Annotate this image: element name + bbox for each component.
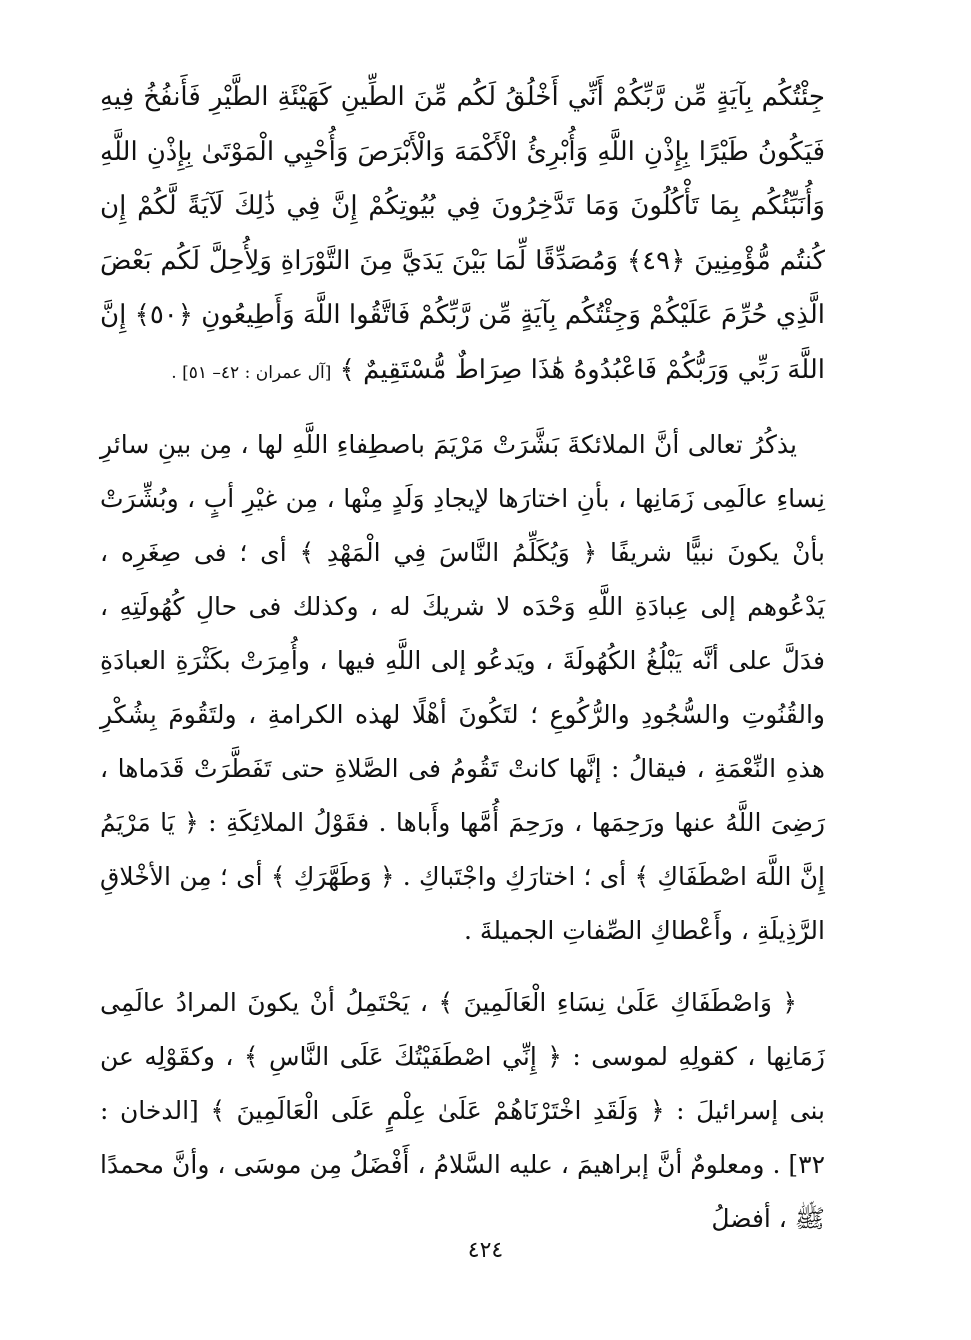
commentary-paragraph: ﴿ وَاصْطَفَاكِ عَلَىٰ نِسَاءِ الْعَالَمِينَ ﴾ ، يَحْتَمِلُ أنْ يكونَ المرادُ عالَمِى زَمَانِها ، كقولِهِ لموسى : ﴿ إِنِّي اصْطَفَيْتُكَ عَلَى النَّاسِ ﴾ ، وكقَوْلِه عن بنى إسرائيلَ : ﴿ وَلَقَدِ اخْتَرْنَاهُمْ عَلَىٰ عِلْمٍ عَلَى الْعَالَمِينَ ﴾ [الدخان : ٣٢] . ومعلومٌ أنَّ إبراهيمَ ، عليه السَّلامُ ، أَفْضَلُ مِن موسَى ، وأنَّ محمدًا ﷺ ، أفضلُ — [100, 988, 825, 1233]
quran-passage — [100, 70, 825, 400]
commentary-paragraph: يذكُرُ تعالى أنَّ الملائكةَ بَشَّرَتْ مَرْيَمَ باصطِفاءِ اللَّهِ لها ، مِن بينِ سائرِ نِساءِ عالَمِى زَمَانِها ، بأنِ اختارَها لإيجادِ وَلَدٍ مِنْها ، مِن غيْرِ أبٍ ، وبُشِّرَتْ بأنْ يكونَ نبيًّا شريفًا ﴿ وَيُكَلِّمُ النَّاسَ فِي الْمَهْدِ ﴾ أى ؛ فى صِغَرِه ، يَدْعُوهم إلى عِبادَةِ اللَّهِ وَحْدَه لا شريكَ له ، وكذلك فى حالِ كُهُولَتِهِ ، فدَلَّ على أنَّه يَبْلُغُ الكُهُولَةَ ، ويَدعُو إلى اللَّهِ فيها ، وأُمِرَتْ بكَثْرَةِ العبادَةِ والقُنُوتِ والسُّجُودِ والرُّكُوعِ ؛ لتَكُونَ أهْلًا لهذه الكرامةِ ، ولتَقُومَ بِشُكْرِ هذهِ النِّعْمَةِ ، فيقالُ : إنَّها كانتْ تَقُومُ فى الصَّلاةِ حتى تَفَطَّرَتْ قَدَماها ، رَضِىَ اللَّهُ عنها ورَحِمَها ، ورَحِمَ أُمَّها وأَباها . فقَوْلُ الملائِكَةِ : ﴿ يَا مَرْيَمُ إِنَّ اللَّهَ اصْطَفَاكِ ﴾ أى ؛ اختارَكِ واجْتَباكِ . ﴿ وَطَهَّرَكِ ﴾ أى ؛ مِن الأخْلاقِ الرَّذِيلَةِ ، وأَعْطاكِ الصِّفاتِ الجميلةَ . — [100, 430, 825, 945]
page-number: ٤٢٤ — [467, 1238, 504, 1263]
tafsir-commentary — [100, 418, 825, 1246]
quran-verse-text: جِئْتُكُم بِآيَةٍ مِّن رَّبِّكُمْ أَنِّي أَخْلُقُ لَكُم مِّنَ الطِّينِ كَهَيْئَةِ الطَّيْرِ فَأَنفُخُ فِيهِ فَيَكُونُ طَيْرًا بِإِذْنِ اللَّهِ وَأُبْرِئُ الْأَكْمَهَ وَالْأَبْرَصَ وَأُحْيِي الْمَوْتَىٰ بِإِذْنِ اللَّهِ وَأُنَبِّئُكُم بِمَا تَأْكُلُونَ وَمَا تَدَّخِرُونَ فِي بُيُوتِكُمْ إِنَّ فِي ذَٰلِكَ لَآيَةً لَّكُمْ إِن كُنتُم مُّؤْمِنِينَ ﴿٤٩﴾ وَمُصَدِّقًا لِّمَا بَيْنَ يَدَيَّ مِنَ التَّوْرَاةِ وَلِأُحِلَّ لَكُم بَعْضَ الَّذِي حُرِّمَ عَلَيْكُمْ وَجِئْتُكُم بِآيَةٍ مِّن رَّبِّكُمْ فَاتَّقُوا اللَّهَ وَأَطِيعُونِ ﴿٥٠﴾ إِنَّ اللَّهَ رَبِّي وَرَبُّكُمْ فَاعْبُدُوهُ هَٰذَا صِرَاطٌ مُّسْتَقِيمٌ ﴾ — [100, 82, 825, 385]
document-page — [100, 70, 825, 1250]
verse-reference: [آل عمران : ٤٢– ٥١] . — [171, 362, 332, 383]
